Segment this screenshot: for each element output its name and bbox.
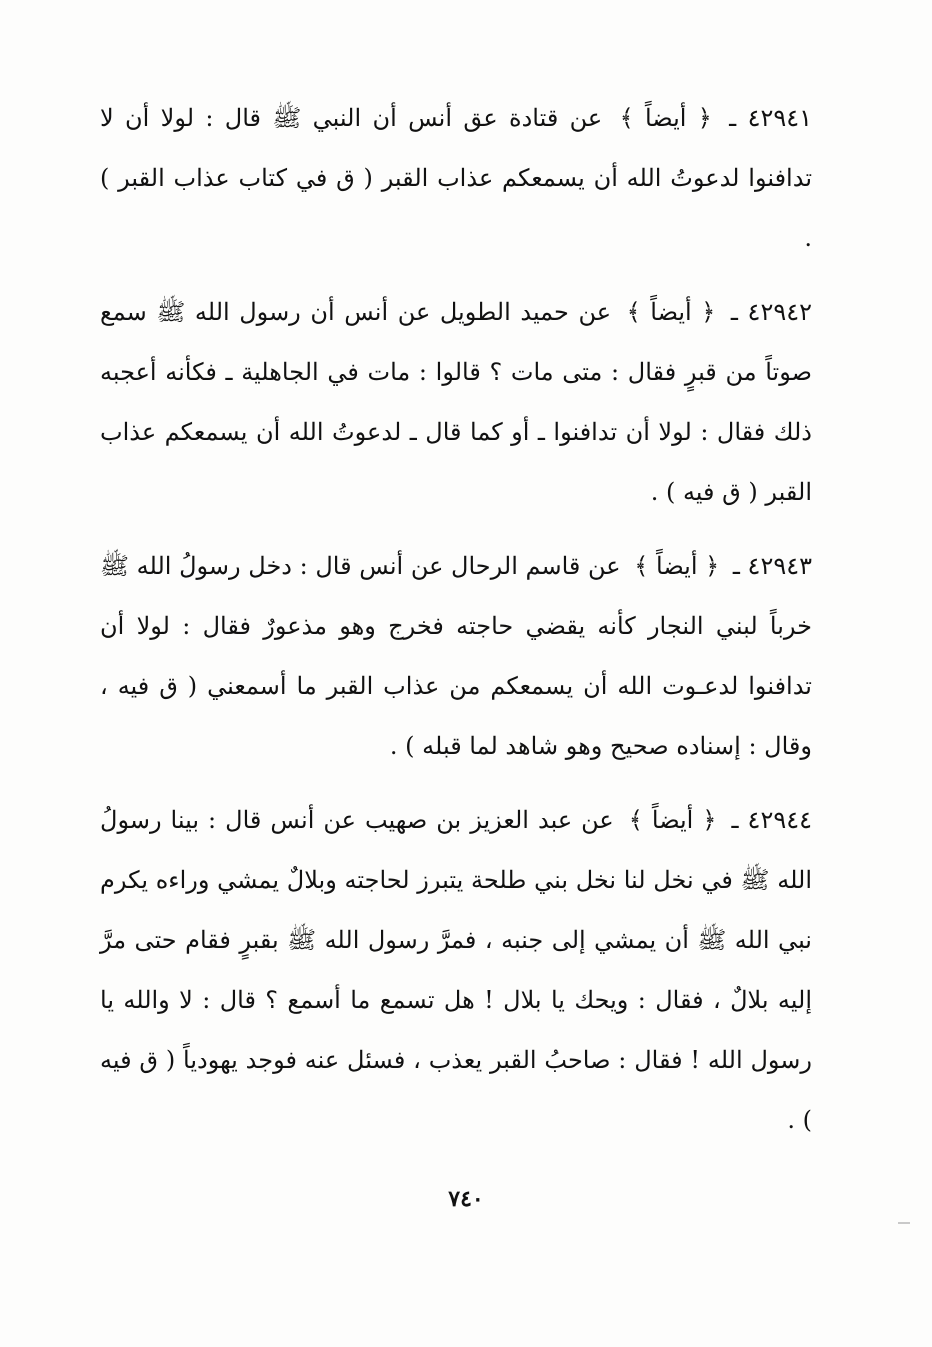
hadith-tag: ﴿ أيضاً ﴾ — [628, 806, 717, 834]
hadith-42942: ٤٢٩٤٢ ـ ﴿ أيضاً ﴾ عن حميد الطويل عن أنس أن رسول الله ﷺ سمع صوتاً من قبرٍ فقال : متى مات ؟ قالوا : مات في الجاهلية ـ فكأنه أعجبه ذلك فقال : لولا أن تدافنوا ـ أو كما قال ـ لدعوتُ الله أن يسمعكم عذاب القبر ( ق فيه ) . — [100, 298, 812, 506]
hadith-number: ٤٢٩٤٤ — [747, 806, 812, 834]
hadith-tag: ﴿ أيضاً ﴾ — [634, 552, 720, 580]
hadith-tag: ﴿ أيضاً ﴾ — [619, 104, 712, 132]
hadith-text: عن حميد الطويل عن أنس أن رسول الله ﷺ سمع صوتاً من قبرٍ فقال : متى مات ؟ قالوا : مات في الجاهلية ـ فكأنه أعجبه ذلك فقال : لولا أن تدافنوا ـ أو كما قال ـ لدعوتُ الله أن يسمعكم عذاب القبر ( ق فيه ) . — [100, 298, 812, 506]
scan-artifact — [898, 1222, 910, 1224]
hadith-text: عن عبد العزيز بن صهيب عن أنس قال : بينا رسولُ الله ﷺ في نخل لنا نخل بني طلحة يتبرز لحاجته وبلالٌ يمشي وراءه يكرم نبي الله ﷺ أن يمشي إلى جنبه ، فمرَّ رسول الله ﷺ بقبرٍ فقام حتى مرَّ إليه بلالٌ ، فقال : ويحك يا بلال ! هل تسمع ما أسمع ؟ قال : لا والله يا رسول الله ! فقال : صاحبُ القبر يعذب ، فسئل عنه فوجد يهودياً ( ق فيه ) . — [100, 806, 812, 1134]
hadith-42944: ٤٢٩٤٤ ـ ﴿ أيضاً ﴾ عن عبد العزيز بن صهيب عن أنس قال : بينا رسولُ الله ﷺ في نخل لنا نخل بني طلحة يتبرز لحاجته وبلالٌ يمشي وراءه يكرم نبي الله ﷺ أن يمشي إلى جنبه ، فمرَّ رسول الله ﷺ بقبرٍ فقام حتى مرَّ إليه بلالٌ ، فقال : ويحك يا بلال ! هل تسمع ما أسمع ؟ قال : لا والله يا رسول الله ! فقال : صاحبُ القبر يعذب ، فسئل عنه فوجد يهودياً ( ق فيه ) . — [100, 806, 812, 1134]
hadith-list — [100, 88, 812, 1164]
hadith-number: ٤٢٩٤٣ — [747, 552, 812, 580]
hadith-42941: ٤٢٩٤١ ـ ﴿ أيضاً ﴾ عن قتادة عق أنس أن النبي ﷺ قال : لولا أن لا تدافنوا لدعوتُ الله أن يسمعكم عذاب القبر ( ق في كتاب عذاب القبر ) . — [100, 104, 813, 252]
hadith-text: عن قتادة عق أنس أن النبي ﷺ قال : لولا أن لا تدافنوا لدعوتُ الله أن يسمعكم عذاب القبر ( ق في كتاب عذاب القبر ) . — [100, 104, 812, 252]
hadith-number: ٤٢٩٤٢ — [747, 298, 812, 326]
hadith-tag: ﴿ أيضاً ﴾ — [626, 298, 716, 326]
hadith-42943: ٤٢٩٤٣ ـ ﴿ أيضاً ﴾ عن قاسم الرحال عن أنس قال : دخل رسولُ الله ﷺ خرباً لبني النجار كأنه يقضي حاجته فخرج وهو مذعورٌ فقال : لولا أن تدافنوا لدعـوت الله أن يسمعكم من عذاب القبر ما أسمعني ( ق فيه ، وقال : إسناده صحيح وهو شاهد لما قبله ) . — [100, 552, 812, 760]
hadith-number: ٤٢٩٤١ — [747, 104, 813, 132]
hadith-text: عن قاسم الرحال عن أنس قال : دخل رسولُ الله ﷺ خرباً لبني النجار كأنه يقضي حاجته فخرج وهو مذعورٌ فقال : لولا أن تدافنوا لدعـوت الله أن يسمعكم من عذاب القبر ما أسمعني ( ق فيه ، وقال : إسناده صحيح وهو شاهد لما قبله ) . — [100, 552, 812, 760]
page-number: ٧٤٠ — [448, 1186, 484, 1212]
